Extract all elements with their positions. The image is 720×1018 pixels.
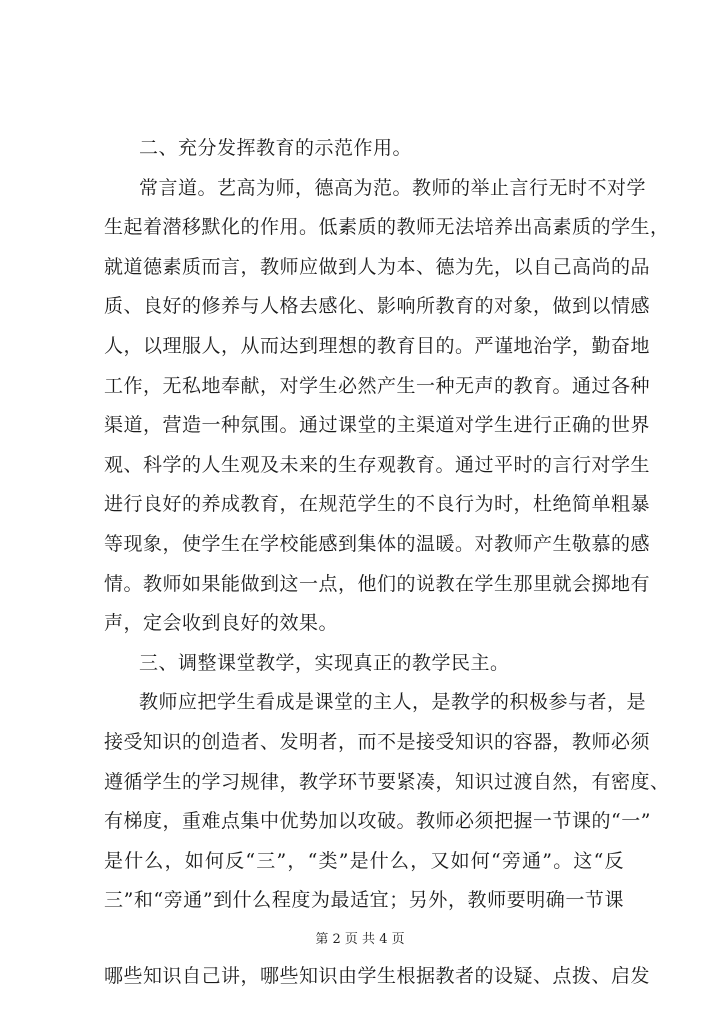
paragraph-line: 工作，无私地奉献，对学生必然产生一种无声的教育。通过各种 bbox=[104, 374, 651, 397]
paragraph-line: 生起着潜移默化的作用。低素质的教师无法培养出高素质的学生， bbox=[104, 216, 670, 239]
paragraph-line: 常言道。艺高为师，德高为范。教师的举止言行无时不对学 bbox=[139, 176, 647, 199]
section-heading-3: 三、调整课堂教学，实现真正的教学民主。 bbox=[139, 651, 510, 674]
paragraph-line: 声，定会收到良好的效果。 bbox=[104, 612, 339, 635]
paragraph-line: 渠道，营造一种氛围。通过课堂的主渠道对学生进行正确的世界 bbox=[104, 414, 651, 437]
paragraph-line: 哪些知识自己讲，哪些知识由学生根据教者的设疑、点拨、启发 bbox=[104, 964, 651, 987]
paragraph-line: 遵循学生的学习规律，教学环节要紧凑，知识过渡自然，有密度、 bbox=[104, 770, 670, 793]
paragraph-line: 等现象，使学生在学校能感到集体的温暖。对教师产生敬慕的感 bbox=[104, 533, 651, 555]
paragraph-line: 教师应把学生看成是课堂的主人，是教学的积极参与者，是 bbox=[139, 691, 647, 714]
paragraph-line: 观、科学的人生观及未来的生存观教育。通过平时的言行对学生 bbox=[104, 453, 651, 476]
paragraph-line: 质、良好的修养与人格去感化、影响所教育的对象，做到以情感 bbox=[104, 295, 651, 318]
paragraph-line: 就道德素质而言，教师应做到人为本、德为先，以自己高尚的品 bbox=[104, 255, 651, 278]
paragraph-line: 进行良好的养成教育，在规范学生的不良行为时，杜绝简单粗暴 bbox=[104, 493, 651, 516]
section-heading-2: 二、充分发挥教育的示范作用。 bbox=[139, 137, 413, 159]
page-footer: 第 2 页 共 4 页 bbox=[315, 932, 405, 947]
paragraph-line: 有梯度，重难点集中优势加以攻破。教师必须把握一节课的“一” bbox=[104, 810, 651, 833]
paragraph-line: 是什么，如何反“三”，“类”是什么，又如何“旁通”。这“反 bbox=[104, 849, 624, 872]
paragraph-line: 接受知识的创造者、发明者，而不是接受知识的容器，教师必须 bbox=[104, 731, 651, 753]
paragraph-line: 人，以理服人，从而达到理想的教育目的。严谨地治学，勤奋地 bbox=[104, 335, 651, 357]
paragraph-line: 三”和“旁通”到什么程度为最适宜；另外，教师要明确一节课 bbox=[104, 889, 624, 912]
paragraph-line: 情。教师如果能做到这一点，他们的说教在学生那里就会掷地有 bbox=[104, 572, 651, 595]
